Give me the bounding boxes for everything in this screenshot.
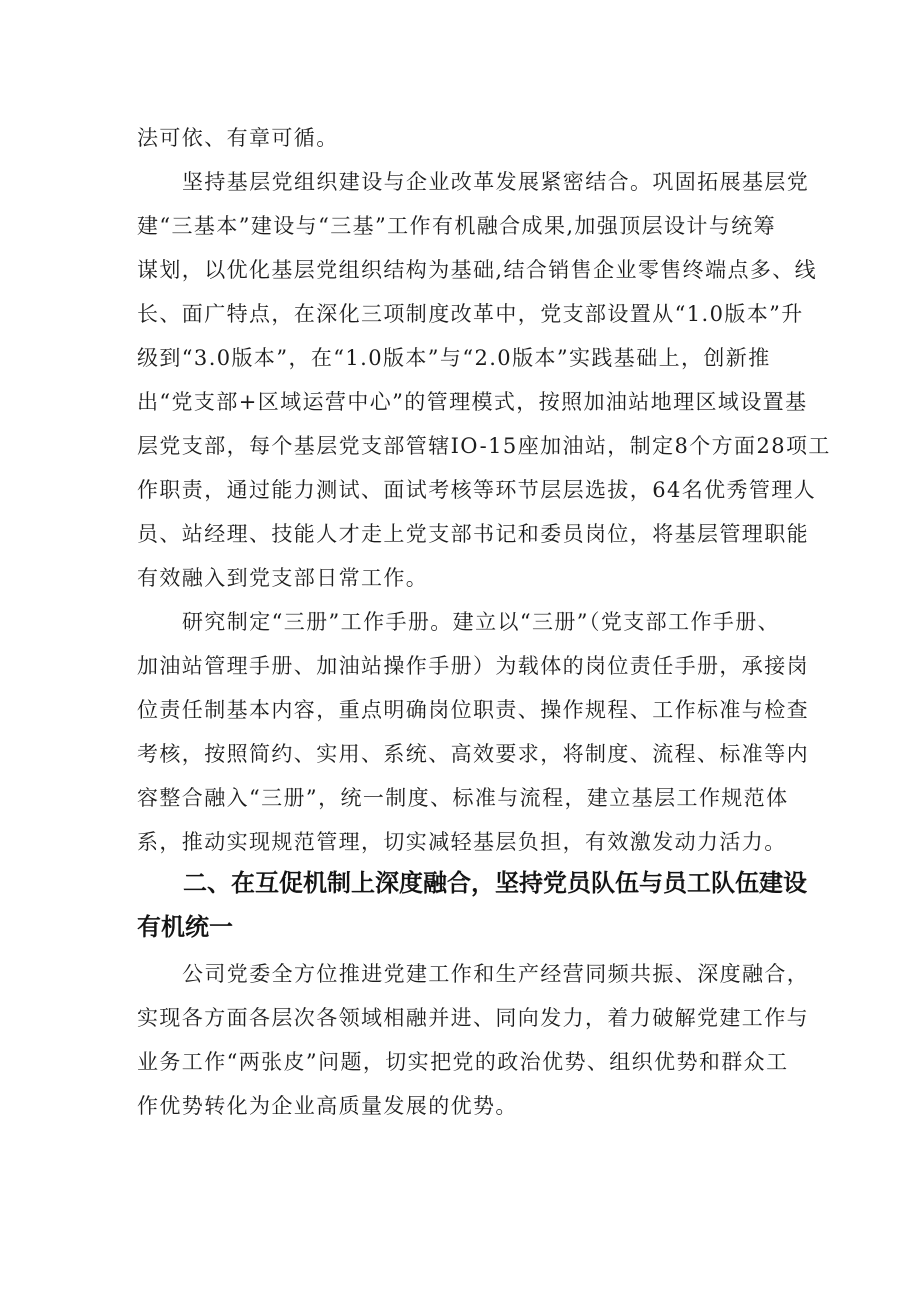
- section-heading: 二、在互促机制上深度融合，坚持党员队伍与员工队伍建设: [183, 869, 807, 897]
- paragraph-line: 法可依、有章可循。: [137, 126, 339, 150]
- paragraph-line: 谋划，以优化基层党组织结构为基础,结合销售企业零售终端点多、线: [137, 258, 818, 282]
- paragraph-line: 有效融入到党支部日常工作。: [137, 566, 429, 590]
- paragraph-line: 公司党委全方位推进党建工作和生产经营同频共振、深度融合，: [182, 962, 810, 986]
- paragraph-line: 作职责，通过能力测试、面试考核等环节层层选拔，64名优秀管理人: [137, 478, 817, 502]
- paragraph-line: 出“党支部+区域运营中心”的管理模式，按照加油站地理区域设置基: [137, 390, 808, 414]
- paragraph-line: 加油站管理手册、加油站操作手册）为载体的岗位责任手册，承接岗: [137, 654, 809, 678]
- paragraph-line: 容整合融入“三册”，统一制度、标准与流程，建立基层工作规范体: [137, 786, 789, 810]
- paragraph-line: 建“三基本”建设与“三基”工作有机融合成果,加强顶层设计与统筹: [137, 214, 777, 238]
- paragraph-line: 考核，按照简约、实用、系统、高效要求，将制度、流程、标准等内: [137, 742, 809, 766]
- paragraph-line: 位责任制基本内容，重点明确岗位职责、操作规程、工作标准与检查: [137, 698, 809, 722]
- paragraph-line: 研究制定“三册”工作手册。建立以“三册”（党支部工作手册、: [182, 610, 781, 634]
- paragraph-line: 实现各方面各层次各领域相融并进、同向发力，着力破解党建工作与: [137, 1006, 809, 1030]
- paragraph-line: 作优势转化为企业高质量发展的优势。: [137, 1094, 518, 1118]
- paragraph-line: 级到“3.0版本”，在“1.0版本”与“2.0版本”实践基础上，创新推: [137, 346, 771, 370]
- paragraph-line: 员、站经理、技能人才走上党支部书记和委员岗位，将基层管理职能: [137, 522, 809, 546]
- paragraph-line: 长、面广特点，在深化三项制度改革中，党支部设置从“1.0版本”升: [137, 302, 804, 326]
- paragraph-line: 坚持基层党组织建设与企业改革发展紧密结合。巩固拓展基层党: [182, 170, 810, 194]
- paragraph-line: 系，推动实现规范管理，切实减轻基层负担，有效激发动力活力。: [137, 830, 787, 854]
- section-heading: 有机统一: [137, 913, 233, 941]
- paragraph-line: 层党支部，每个基层党支部管辖IO-15座加油站，制定8个方面28项工: [137, 434, 831, 458]
- paragraph-line: 业务工作“两张皮”问题，切实把党的政治优势、组织优势和群众工: [137, 1050, 789, 1074]
